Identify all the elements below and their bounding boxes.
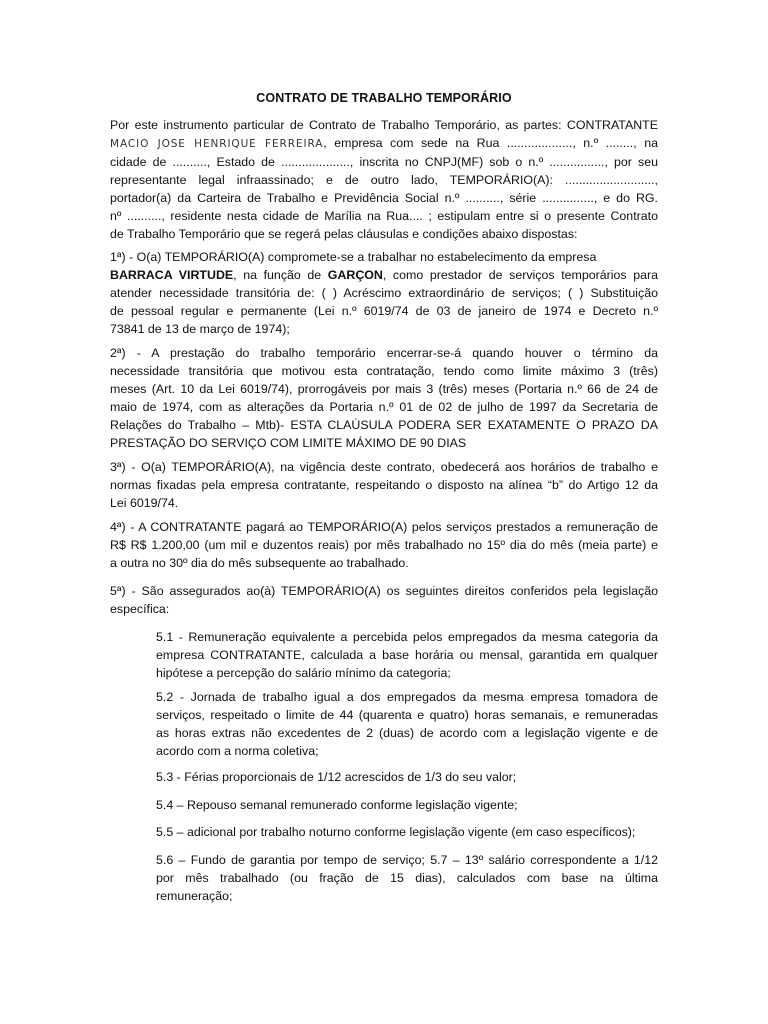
item-line: empresa CONTRATANTE, calculada a base horária ou mensal, garantida em qualquer xyxy=(156,648,658,662)
item-5-2 xyxy=(156,688,658,760)
clause-5 xyxy=(110,582,658,618)
role-name: GARÇON xyxy=(327,268,383,282)
item-5-1 xyxy=(156,628,658,682)
clause-line: 4ª) - A CONTRATANTE pagará ao TEMPORÁRIO(A) pelos serviços prestados a remuneração de xyxy=(110,520,658,534)
item-5-3 xyxy=(156,768,658,786)
clause-line: de pessoal regular e permanente (Lei n.º 6019/74 de 03 de janeiro de 1974 e Decreto n.º xyxy=(110,304,658,318)
item-line: por mês trabalhado (ou fração de 15 dias), calculados com base na última xyxy=(156,871,658,885)
intro-line: portador(a) da Carteira de Trabalho e Previdência Social n.º .........., série ..............., e do RG. xyxy=(110,191,658,205)
company-name: BARRACA VIRTUDE xyxy=(110,268,234,282)
item-line: acordo com a norma coletiva; xyxy=(156,744,319,758)
clause-line: 3ª) - O(a) TEMPORÁRIO(A), na vigência deste contrato, obedecerá aos horários de trabalho e xyxy=(110,460,658,474)
intro-line: Por este instrumento particular de Contrato de Trabalho Temporário, as partes: CONTRATANTE xyxy=(110,118,658,132)
document-title: CONTRATO DE TRABALHO TEMPORÁRIO xyxy=(256,91,512,105)
intro-line: MACIO JOSE HENRIQUE FERREIRA, empresa com sede na Rua ..................., n.º ........, na xyxy=(110,136,658,150)
clause-line: a outra no 30º dia do mês subsequente ao trabalhado. xyxy=(110,556,409,570)
item-line: 5.1 - Remuneração equivalente a percebida pelos empregados da mesma categoria da xyxy=(156,630,658,644)
clause-1 xyxy=(110,248,658,338)
clause-3 xyxy=(110,458,658,512)
clause-line: 5ª) - São assegurados ao(à) TEMPORÁRIO(A) os seguintes direitos conferidos pela legislação xyxy=(110,584,658,598)
clause-line: BARRACA VIRTUDE, na função de GARÇON, como prestador de serviços temporários para xyxy=(110,268,659,282)
clause-line: específica: xyxy=(110,602,170,616)
item-line: 5.6 – Fundo de garantia por tempo de serviço; 5.7 – 13º salário correspondente a 1/12 xyxy=(156,853,658,867)
item-line: hipótese a percepção do salário mínimo da categoria; xyxy=(156,666,451,680)
clause-2 xyxy=(110,344,658,452)
intro-line: de Trabalho Temporário que se regerá pelas cláusulas e condições abaixo dispostas: xyxy=(110,227,578,241)
clause-line: Relações do Trabalho – Mtb)- ESTA CLAÚSULA PODERA SER EXATAMENTE O PRAZO DA xyxy=(110,418,658,432)
item-line: 5.3 - Férias proporcionais de 1/12 acrescidos de 1/3 do seu valor; xyxy=(156,770,517,784)
item-5-4 xyxy=(156,796,658,814)
clause-line: R$ R$ 1.200,00 (um mil e duzentos reais) por mês trabalhado no 15º dia do mês (meia parte) e xyxy=(110,538,658,552)
clause-line: 1ª) - O(a) TEMPORÁRIO(A) compromete-se a trabalhar no estabelecimento da empresa xyxy=(110,250,597,264)
item-line: serviços, respeitado o limite de 44 (quarenta e quatro) horas semanais, e remuneradas xyxy=(156,708,658,722)
item-line: 5.5 – adicional por trabalho noturno conforme legislação vigente (em caso específicos); xyxy=(156,825,636,839)
clause-4 xyxy=(110,518,658,572)
item-line: remuneração; xyxy=(156,889,233,903)
clause-line: 2ª) - A prestação do trabalho temporário encerrar-se-á quando houver o término da xyxy=(110,346,658,360)
clause-line: necessidade transitória que motivou esta contratação, tendo como limite máximo 3 (três) xyxy=(110,364,658,378)
clause-line: normas fixadas pela empresa contratante, respeitando o disposto na alínea “b” do Artigo 12 da xyxy=(110,478,658,492)
clause-line: PRESTAÇÃO DO SERVIÇO COM LIMITE MÁXIMO DE 90 DIAS xyxy=(110,436,467,450)
clause-line: 73841 de 13 de março de 1974); xyxy=(110,322,290,336)
item-line: as horas extras não excedentes de 2 (duas) de acordo com a legislação vigente e de xyxy=(156,726,658,740)
intro-line: cidade de .........., Estado de ...................., inscrita no CNPJ(MF) sob o n.º ................, por seu xyxy=(110,155,658,169)
item-line: 5.4 – Repouso semanal remunerado conforme legislação vigente; xyxy=(156,798,518,812)
contratante-name: MACIO JOSE HENRIQUE FERREIRA xyxy=(110,138,324,150)
intro-line: nº .........., residente nesta cidade de Marília na Rua.... ; estipulam entre si o presente Contrato xyxy=(110,209,658,223)
item-5-5 xyxy=(156,823,658,841)
intro-line: representante legal infraassinado; e de outro lado, TEMPORÁRIO(A): .........................., xyxy=(110,173,658,187)
item-5-6 xyxy=(156,851,658,905)
clause-line: maio de 1974, com as alterações da Portaria n.º 01 de 02 de julho de 1997 da Secretaria de xyxy=(110,400,658,414)
clause-line: meses (Art. 10 da Lei 6019/74), prorrogáveis por mais 3 (três) meses (Portaria n.º 66 de 24 de xyxy=(110,382,658,396)
clause-line: Lei 6019/74. xyxy=(110,496,179,510)
intro-paragraph xyxy=(110,116,658,243)
clause-line: atender necessidade transitória de: ( ) Acréscimo extraordinário de serviços; ( ) Substituição xyxy=(110,286,658,300)
item-line: 5.2 - Jornada de trabalho igual a dos empregados da mesma empresa tomadora de xyxy=(156,690,658,704)
